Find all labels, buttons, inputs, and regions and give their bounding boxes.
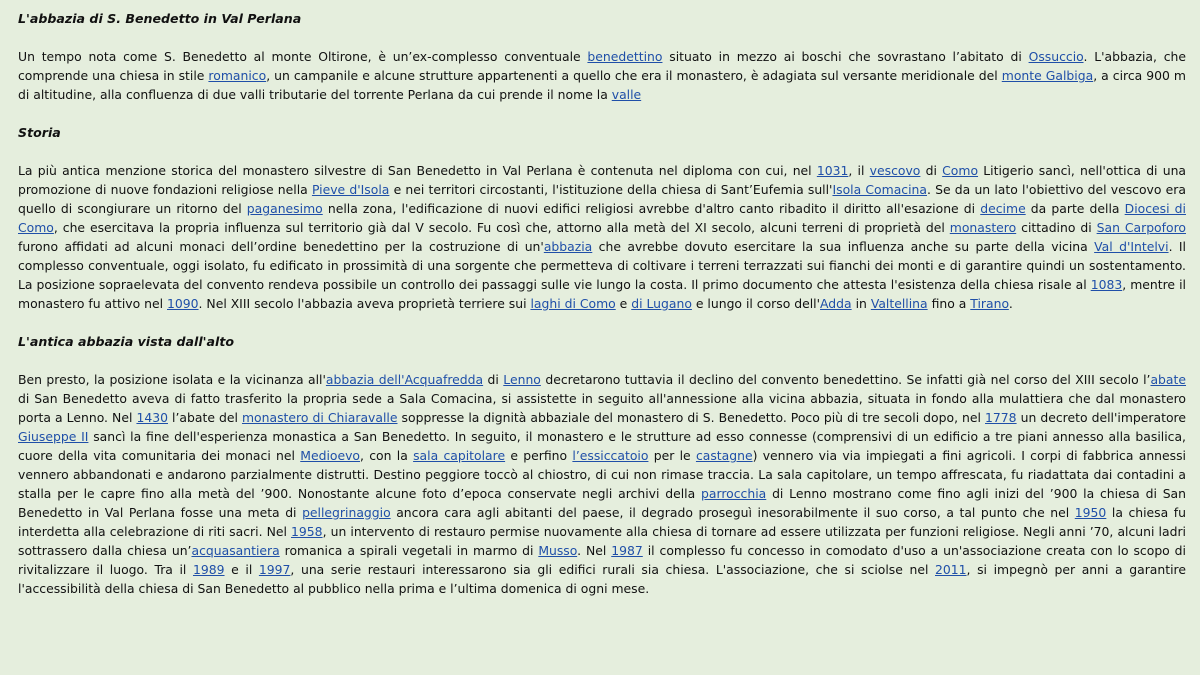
paragraph-text: in [851, 296, 871, 311]
paragraph-text: ) vennero via via impiegati a fini agricoli. I corpi di fabbrica annessi vennero abbandonati e andarono parzialmente distrutti. Destino peggiore toccò al chiostro, di cui non rimase traccia. La sala capitolare, un tempo affrescata, fu riadattata dai contadini a stalla per le capre fino alla metà del ’900. Nonostante alcune foto d’epoca conservate negli archivi della [18, 448, 1187, 501]
wiki-link[interactable]: valle [611, 87, 642, 102]
wiki-link[interactable]: Diocesi di Como [18, 201, 1186, 235]
paragraph-text: . Nel XIII secolo l'abbazia aveva proprietà terriere sui [198, 296, 531, 311]
wiki-link[interactable]: Lenno [503, 372, 541, 387]
page-title: L'abbazia di S. Benedetto in Val Perlana [18, 11, 302, 26]
paragraph-text: l’abate del [167, 410, 242, 425]
paragraph-text: . Nel [577, 543, 612, 558]
wiki-link[interactable]: laghi di Como [530, 296, 616, 311]
wiki-link[interactable]: 1950 [1074, 505, 1107, 520]
paragraph-text: e nei territori circostanti, l'istituzione della chiesa di Sant’Eufemia sull' [389, 182, 833, 197]
paragraph-text: La più antica menzione storica del monastero silvestre di San Benedetto in Val Perlana è contenuta nel diploma con cui, nel [18, 163, 817, 178]
wiki-link[interactable]: parrocchia [701, 486, 767, 501]
wiki-link[interactable]: monastero [949, 220, 1017, 235]
wiki-link[interactable]: Medioevo [300, 448, 361, 463]
paragraph-text: e [615, 296, 632, 311]
wiki-link[interactable]: Val d'Intelvi [1094, 239, 1169, 254]
wiki-link[interactable]: romanico [208, 68, 267, 83]
paragraph-text: e perfino [505, 448, 573, 463]
wiki-link[interactable]: 1083 [1090, 277, 1123, 292]
wiki-link[interactable]: Valtellina [870, 296, 928, 311]
paragraph-text: Litigerio sancì, nell'ottica di una promozione di nuove fondazioni religiose nella [18, 163, 1187, 197]
paragraph-text: . Il complesso conventuale, oggi isolato, fu edificato in prossimità di una sorgente che permetteva di coltivare i terreni terrazzati sui fianchi dei monti e di garantire quindi un sostentamento. La posizione sopraelevata del convento rendeva possibile un controllo dei passaggi sulle vie lungo la costa. Il primo documento che attesta l'esistenza della chiesa risale al [18, 239, 1186, 292]
paragraph-text: situato in mezzo ai boschi che sovrastano l’abitato di [662, 49, 1029, 64]
wiki-link[interactable]: castagne [695, 448, 753, 463]
wiki-link[interactable]: Giuseppe II [18, 429, 89, 444]
paragraph-text: di Lenno mostrano come fino agli inizi del ’900 la chiesa di San Benedetto in Val Perlana fosse una meta di [18, 486, 1187, 520]
paragraph-text: e il [224, 562, 259, 577]
wiki-link[interactable]: monastero di Chiaravalle [241, 410, 398, 425]
wiki-link[interactable]: pellegrinaggio [302, 505, 391, 520]
paragraph-text: furono affidati ad alcuni monaci dell’ordine benedettino per la costruzione di un' [18, 239, 544, 254]
wiki-link[interactable]: Pieve d'Isola [311, 182, 390, 197]
wiki-link[interactable]: 1430 [136, 410, 168, 425]
wiki-link[interactable]: abate [1150, 372, 1187, 387]
wiki-link[interactable]: abbazia dell'Acquafredda [325, 372, 484, 387]
paragraph-text: da parte della [1025, 201, 1125, 216]
wiki-link[interactable]: 2011 [935, 562, 967, 577]
wiki-link[interactable]: 1031 [816, 163, 849, 178]
paragraph-text: , mentre il monastero fu attivo nel [18, 277, 1186, 311]
paragraph-text: sancì la fine dell'esperienza monastica a San Benedetto. In seguito, il monastero e le strutture ad esso connesse (comprensivi di un edificio a tre piani annesso alla basilica, cuore della vita comunitaria dei monaci nel [18, 429, 1186, 463]
wiki-link[interactable]: 1989 [192, 562, 225, 577]
wiki-link[interactable]: benedettino [587, 49, 663, 64]
paragraph-text: , un intervento di restauro permise nuovamente alla chiesa di tornare ad essere utilizzata per funzioni religiose. Negli anni ’70, alcuni ladri sottrassero dalla chiesa un’ [18, 524, 1186, 558]
wiki-link[interactable]: 1958 [291, 524, 323, 539]
abbazia-alto-paragraph [18, 370, 1186, 598]
wiki-link[interactable]: monte Galbiga [1001, 68, 1094, 83]
wiki-link[interactable]: Ossuccio [1028, 49, 1084, 64]
paragraph-text: di San Benedetto aveva di fatto trasferito la propria sede a Sala Comacina, si assistette in seguito all'annessione alla vicina abbazia, situata in fondo alla mulattiera che dal monastero porta a Lenno. Nel [18, 391, 1186, 425]
paragraph-text: . Se da un lato l'obiettivo del vescovo era quello di scongiurare un ritorno del [18, 182, 1186, 216]
paragraph-text: soppresse la dignità abbaziale del monastero di S. Benedetto. Poco più di tre secoli dopo, nel [397, 410, 986, 425]
wiki-link[interactable]: Musso [538, 543, 578, 558]
section-heading-abbazia-alto: L'antica abbazia vista dall'alto [18, 334, 235, 349]
wiki-link[interactable]: Isola Comacina [832, 182, 927, 197]
paragraph-text: , una serie restauri interessarono sia gli edifici rurali sia chiesa. L'associazione, che si sciolse nel [290, 562, 935, 577]
paragraph-text: per le [648, 448, 696, 463]
paragraph-text: , si impegnò per anni a garantire l'accessibilità della chiesa di San Benedetto al pubblico nella prima e l’ultima domenica di ogni mese. [18, 562, 1186, 596]
wiki-link[interactable]: Adda [820, 296, 852, 311]
wiki-link[interactable]: 1778 [985, 410, 1017, 425]
paragraph-text: , con la [360, 448, 414, 463]
section-heading-storia: Storia [18, 125, 61, 140]
paragraph-text: , a circa 900 m di altitudine, alla confluenza di due valli tributarie del torrente Perlana da cui prende il nome la [18, 68, 1187, 102]
wiki-link[interactable]: Tirano [970, 296, 1009, 311]
wiki-link[interactable]: 1090 [167, 296, 199, 311]
storia-paragraph [18, 161, 1186, 313]
paragraph-text: Un tempo nota come S. Benedetto al monte Oltirone, è un’ex-complesso conventuale [18, 49, 588, 64]
paragraph-text: romanica a spirali vegetali in marmo di [279, 543, 539, 558]
paragraph-text: di [483, 372, 504, 387]
paragraph-text: la chiesa fu interdetta alla celebrazione di riti sacri. Nel [18, 505, 1186, 539]
wiki-link[interactable]: 1997 [258, 562, 291, 577]
wiki-link[interactable]: sala capitolare [413, 448, 506, 463]
wiki-link[interactable]: l’essiccatoio [572, 448, 649, 463]
paragraph-text: . L'abbazia, che comprende una chiesa in stile [18, 49, 1186, 83]
wiki-link[interactable]: acquasantiera [191, 543, 280, 558]
paragraph-text: un decreto dell'imperatore [1016, 410, 1186, 425]
wiki-link[interactable]: 1987 [611, 543, 643, 558]
wiki-link[interactable]: vescovo [869, 163, 921, 178]
paragraph-text: il complesso fu concesso in comodato d'uso a un'associazione creata con lo scopo di rivitalizzare il luogo. Tra il [18, 543, 1186, 577]
wiki-link[interactable]: di Lugano [631, 296, 692, 311]
wiki-link[interactable]: Como [942, 163, 979, 178]
paragraph-text: Ben presto, la posizione isolata e la vicinanza all' [18, 372, 326, 387]
wiki-link[interactable]: San Carpoforo [1096, 220, 1186, 235]
wiki-link[interactable]: paganesimo [246, 201, 323, 216]
paragraph-text: nella zona, l'edificazione di nuovi edifici religiosi avrebbe d'altro canto ribadito il diritto all'esazione di [322, 201, 981, 216]
paragraph-text: fino a [927, 296, 971, 311]
wiki-link[interactable]: decime [980, 201, 1026, 216]
paragraph-text: decretarono tuttavia il declino del convento benedettino. Se infatti già nel corso del XIII secolo l’ [540, 372, 1151, 387]
paragraph-text: di [920, 163, 943, 178]
paragraph-text: cittadino di [1016, 220, 1097, 235]
wiki-link[interactable]: abbazia [543, 239, 593, 254]
paragraph-text: , il [848, 163, 870, 178]
intro-paragraph [18, 47, 1186, 104]
paragraph-text: . [1008, 296, 1013, 311]
paragraph-text: , un campanile e alcune strutture appartenenti a quello che era il monastero, è adagiata sul versante meridionale del [266, 68, 1002, 83]
paragraph-text: che avrebbe dovuto esercitare la sua influenza anche su parte della vicina [592, 239, 1095, 254]
paragraph-text: , che esercitava la propria influenza sul territorio già dal V secolo. Fu così che, attorno alla metà del XI secolo, alcuni terreni di proprietà del [53, 220, 950, 235]
paragraph-text: e lungo il corso dell' [691, 296, 821, 311]
paragraph-text: ancora cara agli abitanti del paese, il degrado proseguì inesorabilmente il suo corso, a tal punto che nel [390, 505, 1075, 520]
